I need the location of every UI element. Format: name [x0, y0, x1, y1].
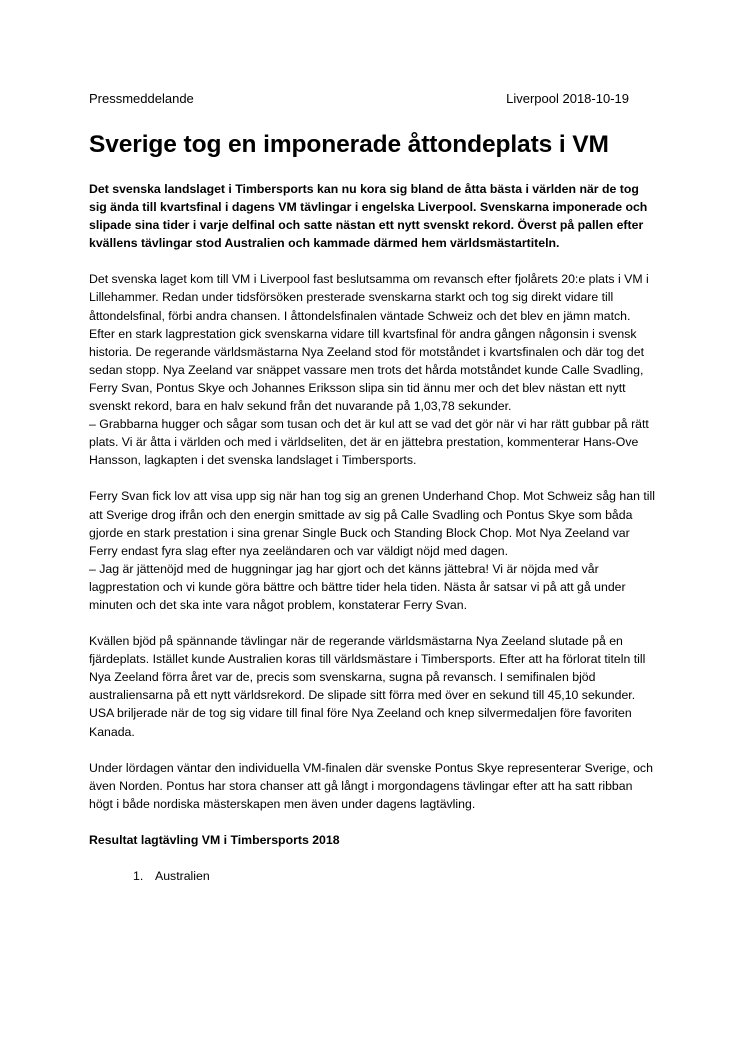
result-rank: 1.	[133, 869, 144, 883]
result-team: Australien	[155, 869, 210, 883]
paragraph-2-text: Ferry Svan fick lov att visa upp sig när han tog sig an grenen Underhand Chop. Mot Schweiz såg han till att Sverige drog ifrån och den energin smittade av sig på Calle Svadling och Pontus Skye som båda gjorde en stark prestation i sina grenar Single Buck och Standing Block Chop. Mot Nya Zeeland var Ferry endast fyra slag efter nya zeeländaren och var väldigt nöjd med dagen.	[89, 489, 655, 558]
document-header	[89, 91, 629, 107]
lead-paragraph: Det svenska landslaget i Timbersports kan nu kora sig bland de åtta bästa i världen när de tog sig ända till kvartsfinal i dagens VM tävlingar i engelska Liverpool. Svenskarna imponerade och slipade sina tider i varje delfinal och satte nästan ett nytt svenskt rekord. Överst på pallen efter kvällens tävlingar stod Australien och kammade därmed hem världsmästartiteln.	[89, 182, 648, 251]
paragraph-3: Kvällen bjöd på spännande tävlingar när de regerande världsmästarna Nya Zeeland slutade på en fjärdeplats. Istället kunde Australien koras till världsmästare i Timbersports. Efter att ha förlorat titeln till Nya Zeeland förra året var de, precis som svenskarna, sugna på revansch. I semifinalen bjöd australiensarna på ett nytt världsrekord. De slipade sitt förra med över en sekund till 45,10 sekunder. USA briljerade när de tog sig vidare till final före Nya Zeeland och knep silvermedaljen före favoriten Kanada.	[89, 634, 646, 739]
paragraph-2	[89, 487, 657, 614]
results-heading: Resultat lagtävling VM i Timbersports 2018	[89, 832, 340, 847]
article-body	[89, 180, 657, 885]
page-title: Sverige tog en imponerade åttondeplats i VM	[89, 131, 609, 158]
results-list	[89, 867, 657, 885]
paragraph-1	[89, 270, 657, 469]
location-date: Liverpool 2018-10-19	[506, 91, 629, 106]
paragraph-1-quote: – Grabbarna hugger och sågar som tusan och det är kul att se vad det gör när vi har rätt gubbar på rätt plats. Vi är åtta i världen och med i världseliten, det är en jättebra prestation, kommenterar Hans-Ove Hansson, lagkapten i det svenska landslaget i Timbersports.	[89, 417, 649, 468]
list-item	[133, 867, 657, 885]
paragraph-4: Under lördagen väntar den individuella VM-finalen där svenske Pontus Skye representerar Sverige, och även Norden. Pontus har stora chanser att gå långt i morgondagens tävlingar efter att ha satt ribban högt i både nordiska mästerskapen men även under dagens lagtävling.	[89, 760, 653, 811]
document-label: Pressmeddelande	[89, 91, 194, 106]
paragraph-1-text: Det svenska laget kom till VM i Liverpool fast beslutsamma om revansch efter fjolårets 20:e plats i VM i Lillehammer. Redan under tidsförsöken presterade svenskarna starkt och tog sig direkt vidare till åttondelsfinal, förbi andra chansen. I åttondelsfinalen väntade Schweiz och det blev en jämn match. Efter en stark lagprestation gick svenskarna vidare till kvartsfinal för andra gången någonsin i svensk historia. De regerande världsmästarna Nya Zeeland stod för motståndet i kvartsfinalen och där tog det sedan stopp. Nya Zeeland var snäppet vassare men trots det hårda motståndet kunde Calle Svadling, Ferry Svan, Pontus Skye och Johannes Eriksson slipa sin tid ännu mer och det blev nästan ett nytt svenskt rekord, bara en halv sekund från det nuvarande på 1,03,78 sekunder.	[89, 272, 649, 414]
results-section	[89, 831, 657, 885]
paragraph-2-quote: – Jag är jättenöjd med de huggningar jag har gjort och det känns jättebra! Vi är nöjda med vår lagprestation och vi kunde göra bättre och bättre tider hela tiden. Nästa år satsar vi på att gå under minuten och det ska inte vara något problem, konstaterar Ferry Svan.	[89, 561, 626, 612]
